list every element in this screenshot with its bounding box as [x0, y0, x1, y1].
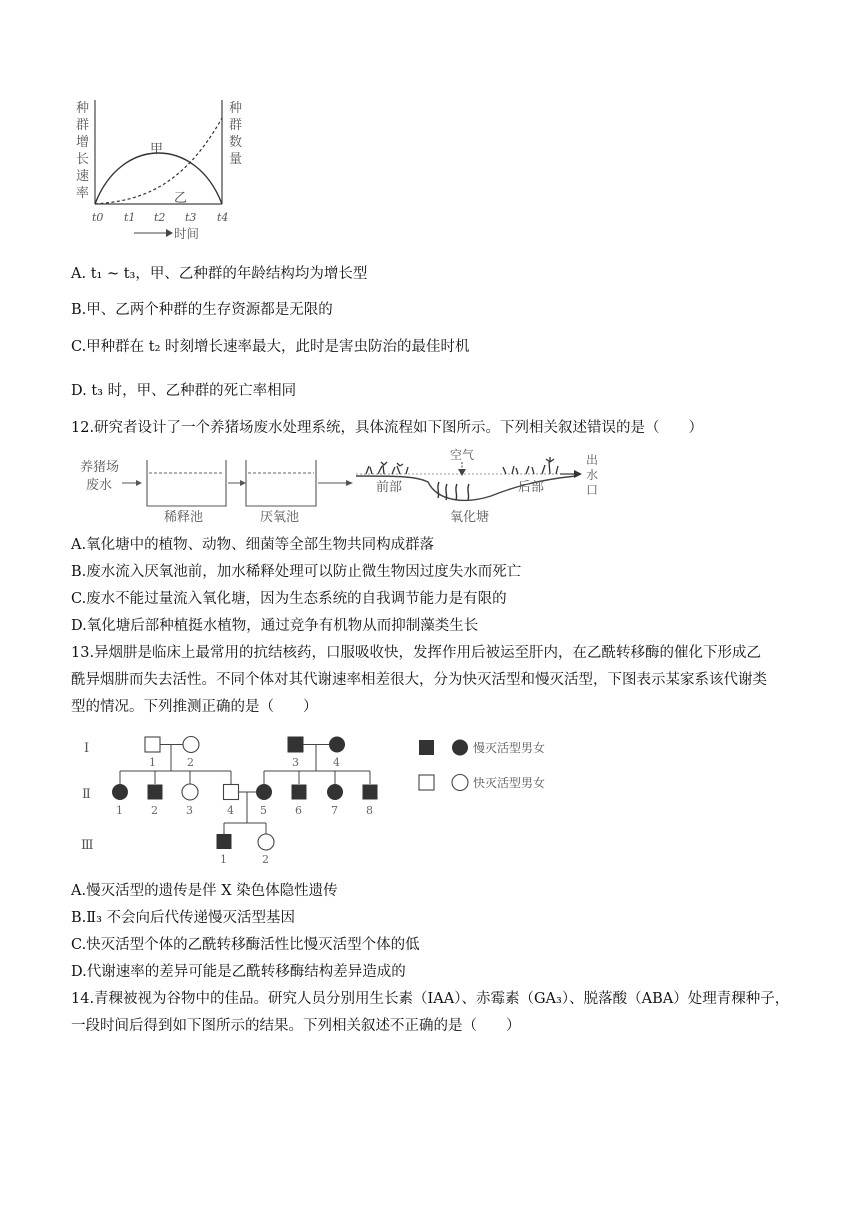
y-left-label-0: 种: [76, 101, 90, 116]
y-right-label-3: 量: [229, 152, 243, 167]
curve-jia: [95, 153, 222, 204]
outlet-label-0: 出: [586, 453, 599, 467]
II-2-male-slow: [148, 785, 163, 800]
I-2-num: 2: [187, 756, 194, 769]
y-left-label-2: 增: [76, 135, 90, 150]
gen-III-label: Ⅲ: [81, 838, 94, 853]
I-3-male-slow: [288, 737, 303, 752]
II-7-num: 7: [331, 804, 338, 817]
outlet-arrowhead: [574, 470, 582, 478]
source-label-2: 废水: [86, 478, 113, 493]
dilution-pool-label: 稀释池: [164, 510, 204, 525]
II-5-female-slow: [256, 784, 272, 800]
outlet-label-2: 口: [586, 483, 599, 497]
time-arrow-head: [166, 229, 173, 237]
y-left-label-1: 群: [76, 118, 90, 133]
II-1-num: 1: [116, 804, 123, 817]
II-7-female-slow: [327, 784, 343, 800]
anaerobic-pool: [246, 460, 316, 506]
q13-stem-line1: 13.异烟肼是临床上最常用的抗结核药，口服吸收快，发挥作用后被运至肝内，在乙酰转移酶的催化下形成乙: [71, 645, 762, 661]
I-3-num: 3: [292, 756, 299, 769]
gen-II-label: Ⅱ: [82, 787, 91, 802]
q12-option-c: C.废水不能过量流入氧化塘，因为生态系统的自我调节能力是有限的: [71, 591, 507, 607]
back-label: 后部: [518, 480, 545, 495]
III-1-num: 1: [220, 853, 227, 866]
q13-option-d: D.代谢速率的差异可能是乙酰转移酶结构差异造成的: [71, 964, 406, 980]
y-left-label-4: 速: [76, 169, 90, 184]
q11-option-a: A. t₁ ~ t₃，甲、乙种群的年龄结构均为增长型: [71, 266, 368, 282]
y-left-label-5: 率: [76, 186, 90, 201]
q12-stem: 12.研究者设计了一个养猪场废水处理系统，具体流程如下图所示。下列相关叙述错误的是（ ）: [71, 420, 704, 436]
q13-stem-line2: 酰异烟肼而失去活性。不同个体对其代谢速率相差很大，分为快灭活型和慢灭活型，下图表示某家系该代谢类: [71, 672, 767, 688]
y-right-label-1: 群: [229, 118, 243, 133]
II-1-female-slow: [112, 784, 128, 800]
curve-yi-label: 乙: [174, 191, 188, 206]
y-left-label-3: 长: [76, 152, 90, 167]
oxidation-pond-label: 氧化塘: [450, 510, 490, 525]
I-1-male-fast: [145, 737, 160, 752]
wastewater-system-figure: [66, 448, 626, 528]
gen-I-label: Ⅰ: [84, 741, 90, 756]
pedigree-figure: [66, 728, 586, 868]
II-3-female-fast: [182, 784, 198, 800]
air-label: 空气: [450, 448, 475, 462]
q11-option-c: C.甲种群在 t₂ 时刻增长速率最大，此时是害虫防治的最佳时机: [71, 339, 470, 355]
flow-arrowhead-1: [136, 480, 142, 486]
tick-t2: t2: [154, 211, 166, 224]
curve-yi: [95, 118, 222, 204]
tick-t3: t3: [185, 211, 197, 224]
legend-fast-female-icon: [452, 775, 468, 791]
legend-fast-label: 快灭活型男女: [473, 776, 546, 790]
q11-option-b: B.甲、乙两个种群的生存资源都是无限的: [71, 302, 333, 318]
front-label: 前部: [376, 480, 403, 495]
I-4-female-slow: [329, 737, 345, 753]
flow-arrowhead-2: [240, 480, 246, 486]
outlet-label-1: 水: [586, 468, 599, 482]
II-5-num: 5: [260, 804, 267, 817]
q13-stem-line3: 型的情况。下列推测正确的是（ ）: [71, 699, 318, 715]
q12-option-d: D.氧化塘后部种植挺水植物，通过竞争有机物从而抑制藻类生长: [71, 618, 479, 634]
dilution-pool: [147, 460, 226, 506]
curve-jia-label: 甲: [150, 142, 164, 157]
III-2-num: 2: [262, 853, 269, 866]
II-6-num: 6: [295, 804, 302, 817]
flow-arrowhead-3: [346, 480, 353, 486]
front-plants-icon: [366, 462, 408, 474]
tick-t0: t0: [92, 211, 104, 224]
legend-slow-male-icon: [419, 740, 434, 755]
source-label-1: 养猪场: [80, 460, 120, 475]
q13-option-c: C.快灭活型个体的乙酰转移酶活性比慢灭活型个体的低: [71, 937, 420, 953]
population-growth-figure: [66, 96, 266, 246]
q11-option-d: D. t₃ 时，甲、乙种群的死亡率相同: [71, 383, 297, 399]
II-4-male-fast: [224, 785, 239, 800]
legend-slow-label: 慢灭活型男女: [473, 741, 546, 755]
back-plants-icon: [503, 457, 558, 474]
II-2-num: 2: [151, 804, 158, 817]
q12-option-a: A.氧化塘中的植物、动物、细菌等全部生物共同构成群落: [71, 537, 435, 553]
submerged-plants-icon: [438, 482, 469, 500]
legend-fast-male-icon: [419, 775, 434, 790]
II-4-num: 4: [227, 804, 234, 817]
I-2-female-fast: [183, 737, 199, 753]
y-right-label-0: 种: [229, 101, 243, 116]
q12-option-b: B.废水流入厌氧池前，加水稀释处理可以防止微生物因过度失水而死亡: [71, 564, 522, 580]
x-axis-label: 时间: [174, 226, 200, 241]
q13-option-a: A.慢灭活型的遗传是伴 X 染色体隐性遗传: [71, 883, 338, 899]
II-6-male-slow: [292, 785, 307, 800]
III-2-female-fast: [258, 834, 274, 850]
q14-stem-line1: 14.青稞被视为谷物中的佳品。研究人员分别用生长素（IAA）、赤霉素（GA₃）、脱落酸（ABA）处理青稞种子，: [71, 991, 790, 1007]
q13-option-b: B.Ⅱ₃ 不会向后代传递慢灭活型基因: [71, 910, 296, 926]
tick-t4: t4: [217, 211, 229, 224]
II-3-num: 3: [186, 804, 193, 817]
tick-t1: t1: [124, 211, 136, 224]
III-1-male-slow: [217, 834, 232, 849]
II-8-male-slow: [363, 785, 378, 800]
legend-slow-female-icon: [452, 740, 468, 756]
y-right-label-2: 数: [229, 135, 243, 150]
I-4-num: 4: [333, 756, 340, 769]
air-arrowhead: [458, 469, 466, 476]
anaerobic-pool-label: 厌氧池: [260, 510, 300, 525]
q14-stem-line2: 一段时间后得到如下图所示的结果。下列相关叙述不正确的是（ ）: [71, 1018, 521, 1034]
I-1-num: 1: [149, 756, 156, 769]
II-8-num: 8: [366, 804, 373, 817]
